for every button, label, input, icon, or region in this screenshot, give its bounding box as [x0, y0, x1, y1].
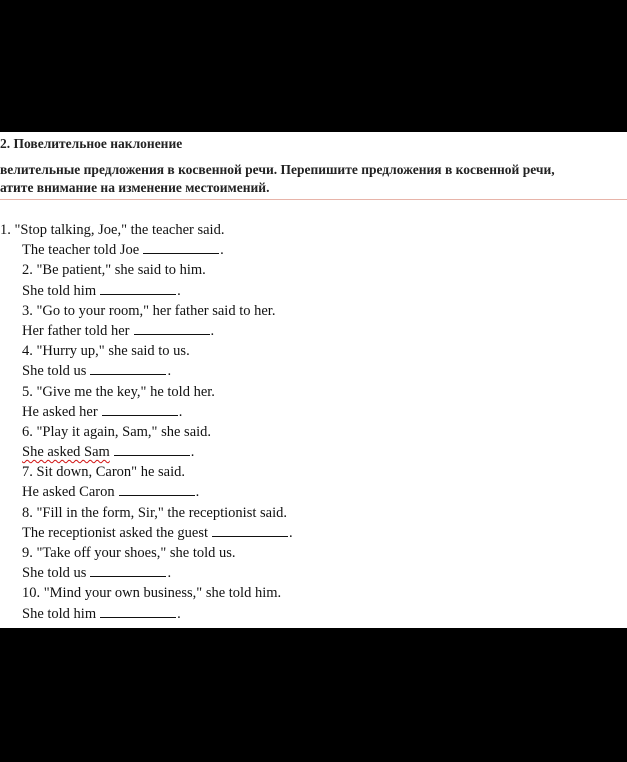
- exercise-quote: [0, 543, 627, 563]
- answer-blank[interactable]: [143, 240, 219, 254]
- exercise-number: 10.: [22, 585, 41, 602]
- exercise-answer: [0, 482, 627, 502]
- exercise-number: 2.: [22, 262, 33, 279]
- answer-period: .: [167, 565, 172, 582]
- exercise-quote-text: Sit down, Caron" he said.: [36, 464, 185, 481]
- answer-period: .: [190, 444, 195, 461]
- answer-start: He asked her: [22, 403, 98, 420]
- exercise-quote: [0, 503, 627, 523]
- answer-start: She told us: [22, 363, 87, 380]
- exercise-quote-text: "Be patient," she said to him.: [36, 262, 206, 279]
- exercise-quote: [0, 382, 627, 402]
- instruction-line-1: велительные предложения в косвенной речи. Перепишите предложения в косвенной речи,: [0, 162, 555, 177]
- exercise-number: 6.: [22, 423, 33, 440]
- document-page: [0, 132, 627, 628]
- answer-period: .: [210, 322, 215, 339]
- answer-blank[interactable]: [119, 482, 195, 496]
- exercise-answer: [0, 563, 627, 583]
- answer-blank[interactable]: [90, 361, 166, 375]
- answer-period: .: [167, 363, 172, 380]
- exercise-number: 1.: [0, 222, 11, 238]
- exercise-quote: [0, 260, 627, 280]
- exercise-answer: [0, 523, 627, 543]
- answer-start: The receptionist asked the guest: [22, 524, 209, 541]
- exercise-quote: [0, 220, 627, 240]
- exercise-quote-text: "Play it again, Sam," she said.: [36, 423, 212, 440]
- exercise-quote-text: "Mind your own business," she told him.: [43, 585, 282, 602]
- answer-period: .: [289, 524, 293, 541]
- answer-start: He asked Caron: [22, 484, 115, 501]
- exercise-list: [0, 220, 627, 624]
- exercise-quote: [0, 301, 627, 321]
- exercise-quote-text: "Give me the key," he told her.: [36, 383, 215, 400]
- exercise-quote-text: "Go to your room," her father said to her.: [36, 302, 276, 319]
- exercise-quote-text: "Fill in the form, Sir," the receptionist said.: [36, 504, 287, 521]
- answer-start: Her father told her: [22, 322, 130, 339]
- exercise-answer: [0, 442, 627, 462]
- exercise-number: 7.: [22, 464, 33, 481]
- answer-blank[interactable]: [90, 563, 166, 577]
- answer-blank[interactable]: [100, 604, 176, 618]
- exercise-answer: [0, 402, 627, 422]
- answer-blank[interactable]: [212, 523, 288, 537]
- exercise-number: 9.: [22, 545, 33, 561]
- answer-blank[interactable]: [100, 281, 176, 295]
- answer-period: .: [195, 484, 200, 501]
- exercise-number: 3.: [22, 302, 33, 319]
- answer-period: .: [220, 242, 224, 259]
- answer-start: The teacher told Joe: [22, 242, 140, 259]
- answer-period: .: [177, 605, 181, 622]
- exercise-answer: [0, 604, 627, 624]
- exercise-answer: [0, 281, 627, 301]
- exercise-quote: [0, 341, 627, 361]
- answer-blank[interactable]: [114, 442, 190, 456]
- answer-start: She told him: [22, 605, 97, 622]
- answer-blank[interactable]: [134, 321, 210, 335]
- instruction-line-2: атите внимание на изменение местоимений.: [0, 180, 270, 195]
- answer-blank[interactable]: [102, 402, 178, 416]
- answer-start-spellcheck: She asked Sam: [22, 444, 110, 461]
- answer-start: She told us: [22, 565, 87, 582]
- exercise-answer: [0, 321, 627, 341]
- exercise-quote: [0, 583, 627, 603]
- exercise-quote-text: "Take off your shoes," she told us.: [36, 545, 236, 561]
- exercise-answer: [0, 361, 627, 381]
- exercise-number: 8.: [22, 504, 33, 521]
- answer-period: .: [178, 403, 183, 420]
- exercise-number: 4.: [22, 343, 33, 360]
- exercise-quote: [0, 462, 627, 482]
- exercise-number: 5.: [22, 383, 33, 400]
- answer-start: She told him: [22, 282, 97, 299]
- exercise-answer: [0, 240, 627, 260]
- exercise-quote-text: "Hurry up," she said to us.: [36, 343, 190, 360]
- section-heading: 2. Повелительное наклонение: [0, 136, 183, 151]
- exercise-quote-text: "Stop talking, Joe," the teacher said.: [14, 222, 225, 238]
- exercise-quote: [0, 422, 627, 442]
- answer-period: .: [177, 282, 181, 299]
- divider-rule: [0, 199, 627, 200]
